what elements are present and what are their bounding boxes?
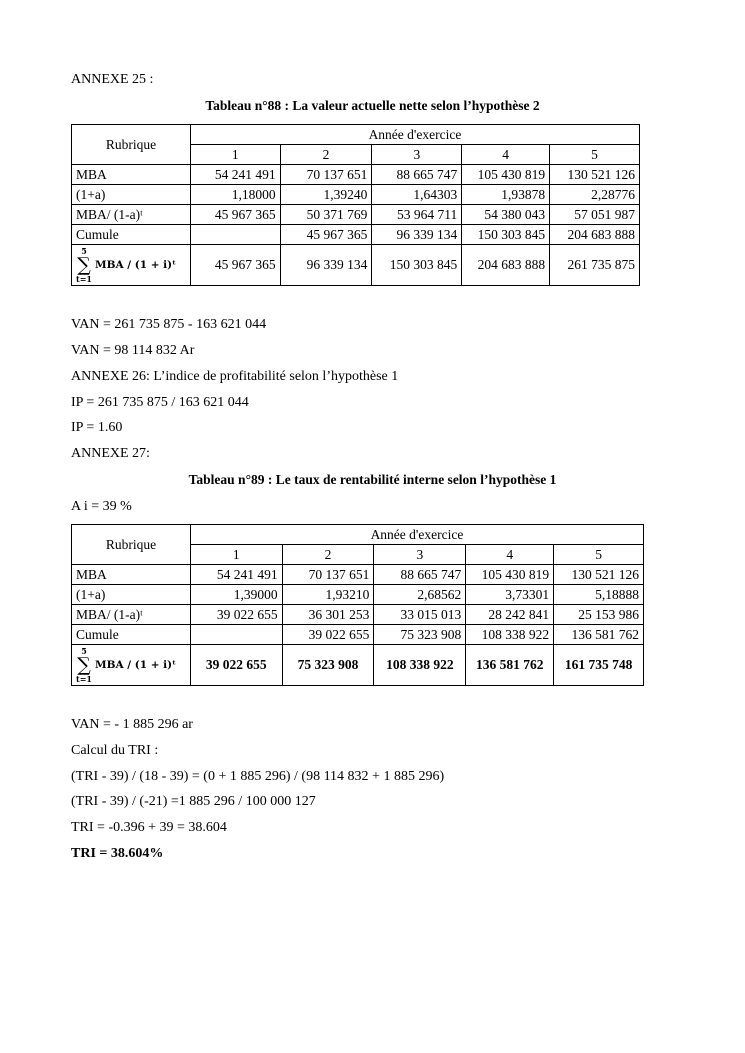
year-cell: 5: [550, 145, 640, 165]
text-line: TRI = -0.396 + 39 = 38.604: [71, 820, 227, 835]
value-cell: 75 323 908: [282, 645, 374, 686]
value-cell: 70 137 651: [282, 565, 374, 585]
year-cell: 2: [282, 545, 374, 565]
value-cell: 96 339 134: [372, 225, 462, 245]
value-cell: 150 303 845: [372, 245, 462, 286]
value-cell: 1,93210: [282, 585, 374, 605]
text-line: ANNEXE 27:: [71, 446, 150, 461]
sum-row: [72, 245, 640, 286]
value-cell: 88 665 747: [374, 565, 466, 585]
sum-formula: [72, 245, 191, 286]
year-cell: 1: [190, 545, 282, 565]
year-header: Année d'exercice: [190, 125, 639, 145]
table-row: [72, 625, 644, 645]
year-cell: 3: [374, 545, 466, 565]
year-cell: 4: [462, 145, 550, 165]
value-cell: 204 683 888: [550, 225, 640, 245]
formula-text: MBA / (1 + i)ᵗ: [94, 259, 176, 271]
value-cell: 28 242 841: [466, 605, 554, 625]
text-line: VAN = - 1 885 296 ar: [71, 717, 193, 732]
value-cell: 136 581 762: [554, 625, 644, 645]
value-cell: 57 051 987: [550, 205, 640, 225]
row-label: MBA/ (1-a)ᵗ: [72, 205, 191, 225]
value-cell: 45 967 365: [190, 245, 280, 286]
value-cell: 204 683 888: [462, 245, 550, 286]
year-cell: 5: [554, 545, 644, 565]
text-line: (TRI - 39) / (18 - 39) = (0 + 1 885 296) / (98 114 832 + 1 885 296): [71, 769, 445, 784]
table-88-caption: Tableau n°88 : La valeur actuelle nette selon l’hypothèse 2: [205, 98, 540, 113]
value-cell: 75 323 908: [374, 625, 466, 645]
value-cell: 2,68562: [374, 585, 466, 605]
row-label: (1+a): [72, 585, 191, 605]
value-cell: 39 022 655: [282, 625, 374, 645]
year-cell: 4: [466, 545, 554, 565]
value-cell: 53 964 711: [372, 205, 462, 225]
value-cell: 88 665 747: [372, 165, 462, 185]
year-cell: 3: [372, 145, 462, 165]
value-cell: 105 430 819: [466, 565, 554, 585]
table-row: [72, 205, 640, 225]
table-row: [72, 585, 644, 605]
text-line: VAN = 261 735 875 - 163 621 044: [71, 317, 267, 332]
rubrique-header: Rubrique: [72, 125, 191, 165]
value-cell: 2,28776: [550, 185, 640, 205]
row-label: MBA: [72, 165, 191, 185]
value-cell: [190, 225, 280, 245]
table-89: [71, 524, 644, 686]
value-cell: 70 137 651: [280, 165, 372, 185]
row-label: MBA: [72, 565, 191, 585]
value-cell: 96 339 134: [280, 245, 372, 286]
table-row: [72, 225, 640, 245]
text-line: IP = 1.60: [71, 420, 123, 435]
text-line: ANNEXE 26: L’indice de profitabilité selon l’hypothèse 1: [71, 369, 399, 384]
table-row: [72, 565, 644, 585]
value-cell: 105 430 819: [462, 165, 550, 185]
annexe-25-heading: ANNEXE 25 :: [71, 72, 154, 87]
table-row: [72, 185, 640, 205]
value-cell: 261 735 875: [550, 245, 640, 286]
value-cell: 54 380 043: [462, 205, 550, 225]
value-cell: 36 301 253: [282, 605, 374, 625]
value-cell: 39 022 655: [190, 645, 282, 686]
value-cell: 54 241 491: [190, 165, 280, 185]
row-label: Cumule: [72, 625, 191, 645]
rubrique-header: Rubrique: [72, 525, 191, 565]
text-line: IP = 261 735 875 / 163 621 044: [71, 395, 249, 410]
value-cell: 1,39000: [190, 585, 282, 605]
formula-text: MBA / (1 + i)ᵗ: [94, 659, 176, 671]
table-row: [72, 165, 640, 185]
table-89-caption: Tableau n°89 : Le taux de rentabilité interne selon l’hypothèse 1: [188, 472, 557, 487]
ai-line: A i = 39 %: [71, 499, 132, 514]
value-cell: 1,64303: [372, 185, 462, 205]
value-cell: 54 241 491: [190, 565, 282, 585]
value-cell: 161 735 748: [554, 645, 644, 686]
value-cell: 1,93878: [462, 185, 550, 205]
text-line: Calcul du TRI :: [71, 743, 159, 758]
text-line: (TRI - 39) / (-21) =1 885 296 / 100 000 127: [71, 794, 316, 809]
year-cell: 2: [280, 145, 372, 165]
value-cell: 108 338 922: [374, 645, 466, 686]
value-cell: 45 967 365: [190, 205, 280, 225]
value-cell: 50 371 769: [280, 205, 372, 225]
value-cell: 25 153 986: [554, 605, 644, 625]
tri-result: TRI = 38.604%: [71, 846, 164, 861]
value-cell: 3,73301: [466, 585, 554, 605]
value-cell: 108 338 922: [466, 625, 554, 645]
text-line: VAN = 98 114 832 Ar: [71, 343, 195, 358]
year-header: Année d'exercice: [190, 525, 643, 545]
value-cell: 5,18888: [554, 585, 644, 605]
value-cell: 150 303 845: [462, 225, 550, 245]
value-cell: [190, 625, 282, 645]
row-label: (1+a): [72, 185, 191, 205]
row-label: Cumule: [72, 225, 191, 245]
sigma-symbol: 5 ∑ t=1: [76, 245, 92, 284]
value-cell: 33 015 013: [374, 605, 466, 625]
row-label: MBA/ (1-a)ᵗ: [72, 605, 191, 625]
value-cell: 1,39240: [280, 185, 372, 205]
year-cell: 1: [190, 145, 280, 165]
table-88: [71, 124, 640, 286]
sigma-symbol: 5 ∑ t=1: [76, 645, 92, 684]
value-cell: 136 581 762: [466, 645, 554, 686]
value-cell: 1,18000: [190, 185, 280, 205]
table-row: [72, 605, 644, 625]
sum-formula: [72, 645, 191, 686]
value-cell: 130 521 126: [554, 565, 644, 585]
value-cell: 45 967 365: [280, 225, 372, 245]
sum-row: [72, 645, 644, 686]
value-cell: 130 521 126: [550, 165, 640, 185]
value-cell: 39 022 655: [190, 605, 282, 625]
